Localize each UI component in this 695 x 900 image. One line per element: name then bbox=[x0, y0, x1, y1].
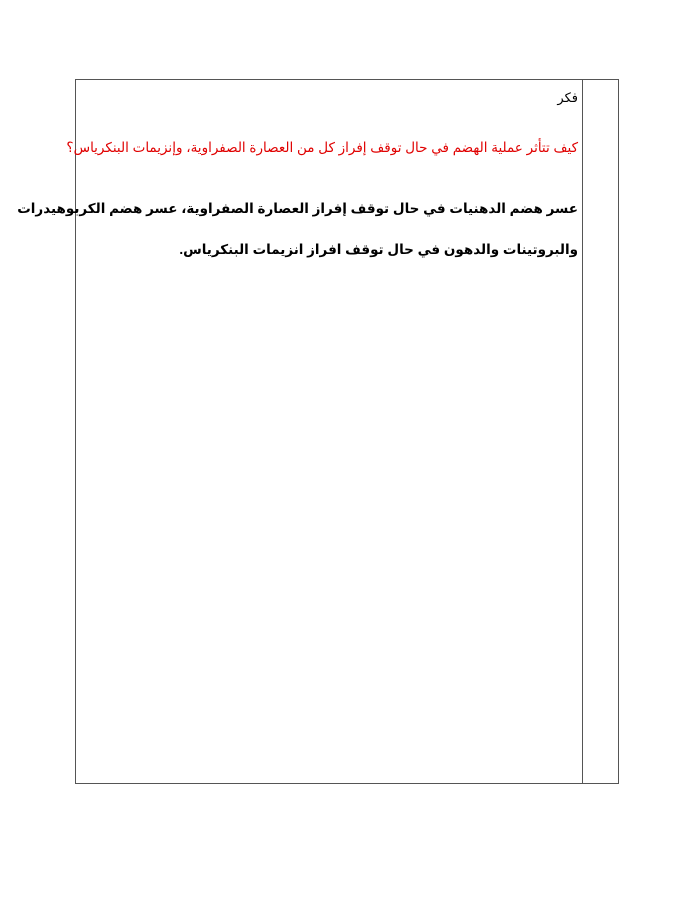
content-cell bbox=[17, 80, 583, 783]
side-cell bbox=[582, 80, 618, 783]
answer-line: والبروتينات والدهون في حال توقف افراز انزيمات البنكرياس. bbox=[179, 242, 578, 257]
answer-text bbox=[17, 188, 578, 270]
worksheet-table bbox=[17, 79, 619, 784]
section-heading: فكر bbox=[557, 90, 578, 105]
answer-line: عسر هضم الدهنيات في حال توقف إفراز العصارة الصفراوية، عسر هضم الكربوهيدرات bbox=[17, 201, 578, 216]
question-text: كيف تتأثر عملية الهضم في حال توقف إفراز كل من العصارة الصفراوية، وإنزيمات البنكرياس؟ bbox=[66, 140, 578, 155]
